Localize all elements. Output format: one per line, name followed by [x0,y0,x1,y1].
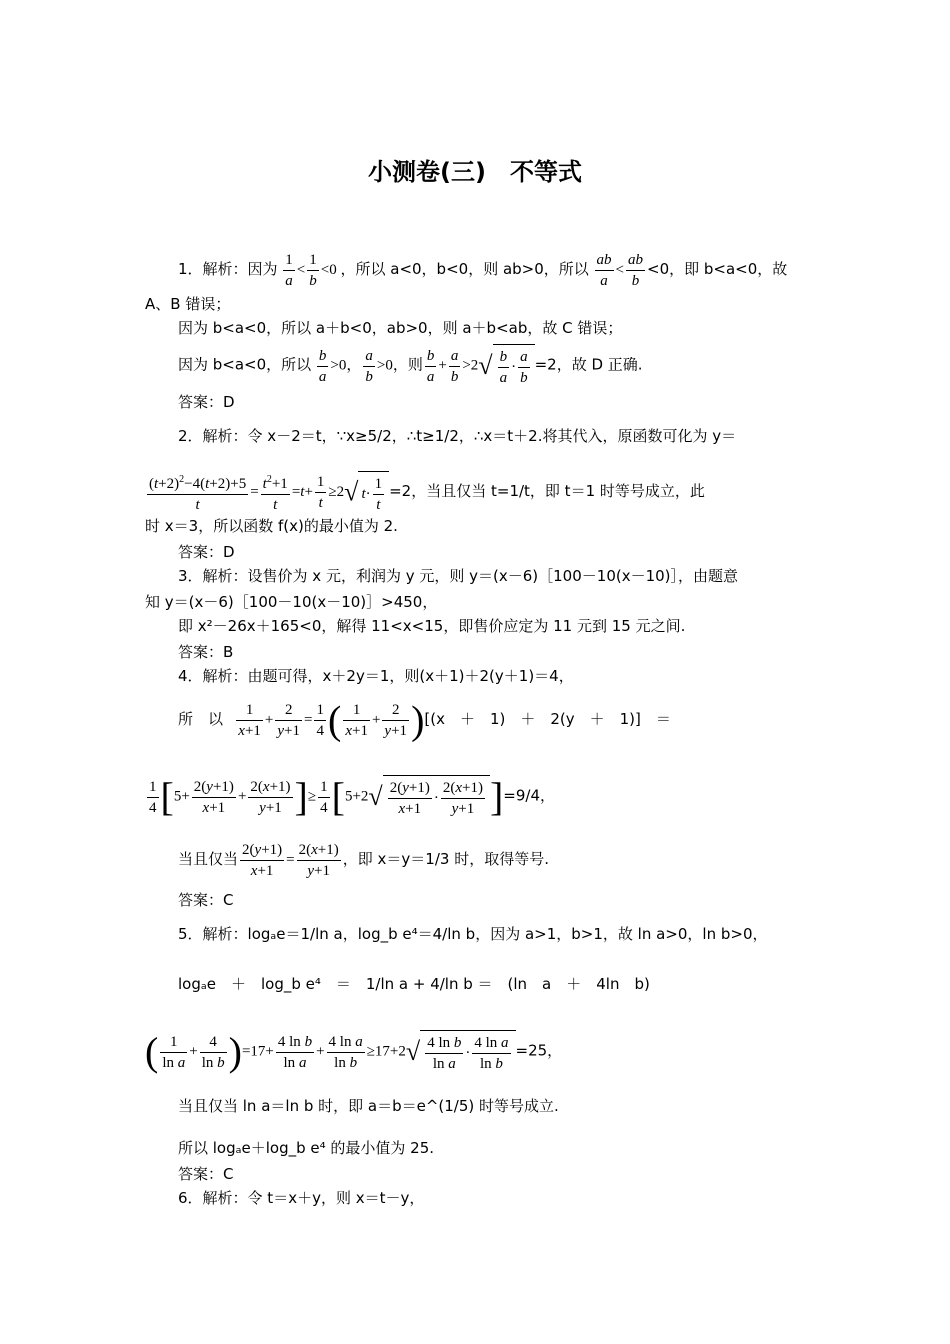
q6-line1: 6．解析：令 t＝x＋y，则 x＝t－y， [178,1189,425,1207]
page-title: 小测卷(三) 不等式 [368,158,582,186]
q4-line3: $\frac{1}{4}$ [5+ $\frac{2(y+1)}{x+1}$ + $\frac{2(x+1)}{y+1}$ ]≥ $\frac{1}{4}$ [5+2√ $\frac{2(y+1)}{x+1}$ · $\frac{2(x+1)}{y+1}$ ]=9/4， [149,774,556,819]
q2-line3: 时 x＝3，所以函数 f(x)的最小值为 2. [145,517,398,535]
q4-l3-end: =9/4， [503,786,556,805]
q1-line3: 因为 b<a<0，所以 a＋b<0，ab>0，则 a＋b<ab，故 C 错误； [178,319,623,337]
q1-l4-end: =2，故 D 正确. [534,355,643,374]
q4-l4-end: ，即 x＝y＝1/3 时，取得等号. [342,849,549,868]
q1-end: <0，即 b<a<0，故 [647,259,788,278]
q1-answer: 答案：D [178,393,235,411]
q2-answer: 答案：D [178,543,235,561]
q4-l2-end: [(x ＋ 1) ＋ 2(y ＋ 1)] ＝ [424,709,671,728]
q2-line1: 2．解析：令 x－2＝t，∵x≥5/2，∴t≥1/2，∴x＝t＋2.将其代入，原函数可化为 y＝ [178,427,737,445]
q1-mid: ，所以 a<0，b<0，则 ab>0，所以 [340,259,589,278]
q4-l4-start: 当且仅当 [178,849,239,868]
q1-intro: 1．解析：因为 [178,259,278,278]
q2-line2: $\frac{(t+2)^2-4(t+2)+5}{t}$ = $\frac{t^2+1}{t}$ =t+ $\frac{1}{t}$ ≥2√ t· $\frac{1}{t}$ =2，当且仅当 t=1/t，即 t＝1 时等号成立，此 [145,470,705,515]
q2-l2-end: =2，当且仅当 t=1/t，即 t＝1 时等号成立，此 [389,481,705,500]
q1-line4: 因为 b<a<0，所以 $\frac{b}{a}$ >0， $\frac{a}{b}$ >0，则 $\frac{b}{a}$ + $\frac{a}{b}$ >2√ $\frac{b}{a}$ · $\frac{a}{b}$ =2，故 D 正确. [178,344,643,388]
q4-line1: 4．解析：由题可得，x＋2y＝1，则(x＋1)＋2(y＋1)＝4， [178,667,574,685]
q5-line1: 5．解析：logₐe＝1/ln a，log_b e⁴＝4/ln b，因为 a>1，b>1，故 ln a>0，ln b>0， [178,925,768,943]
q5-line4: 当且仅当 ln a＝ln b 时，即 a＝b＝e^(1/5) 时等号成立. [178,1097,559,1115]
q1-l4-start: 因为 b<a<0，所以 [178,355,312,374]
q5-l3-end: =25， [515,1041,563,1060]
q1-line1: 1．解析：因为 $\frac{1}{a}$ < $\frac{1}{b}$ <0 ，所以 a<0，b<0，则 ab>0，所以 $\frac{ab}{a}$ < $\frac{ab}{b}$ <0，即 b<a<0，故 [178,252,788,289]
q5-answer: 答案：C [178,1165,234,1183]
q3-line3: 即 x²－26x＋165<0，解得 11<x<15，即售价应定为 11 元到 15 元之间. [178,617,686,635]
q1-line2: A、B 错误； [145,295,231,313]
q4-l2-start: 所 以 [178,709,224,728]
q5-line5: 所以 logₐe＋log_b e⁴ 的最小值为 25. [178,1139,435,1157]
q5-line2: logₐe ＋ log_b e⁴ ＝ 1/ln a + 4/ln b ＝ (ln a ＋ 4ln b) [178,975,650,993]
q3-line2: 知 y＝(x－6)［100－10(x－10)］>450， [145,593,438,611]
q5-line3: ( $\frac{1}{\text{ln a}}$ + $\frac{4}{\text{ln b}}$ )=17+ $\frac{\text{4 ln b}}{\text{ln a}}$ + $\frac{\text{4 ln a}}{\text{ln b}}$ ≥17+2√ $\frac{\text{4 ln b}}{\text{ln a}}$ · $\frac{\text{4 ln a}}{\text{ln b}}$ =25， [145,1029,563,1074]
q4-answer: 答案：C [178,891,234,909]
q3-line1: 3．解析：设售价为 x 元，利润为 y 元，则 y＝(x－6)［100－10(x－10)］，由题意 [178,567,739,585]
q4-line2: 所 以 $\frac{1}{x+1}$ + $\frac{2}{y+1}$ = $\frac{1}{4}$ ( $\frac{1}{x+1}$ + $\frac{2}{y+1}$ )[(x ＋ 1) ＋ 2(y ＋ 1)] ＝ [178,697,671,743]
q3-answer: 答案：B [178,643,234,661]
q4-line4: 当且仅当 $\frac{2(y+1)}{x+1}$ = $\frac{2(x+1)}{y+1}$ ，即 x＝y＝1/3 时，取得等号. [178,842,549,879]
